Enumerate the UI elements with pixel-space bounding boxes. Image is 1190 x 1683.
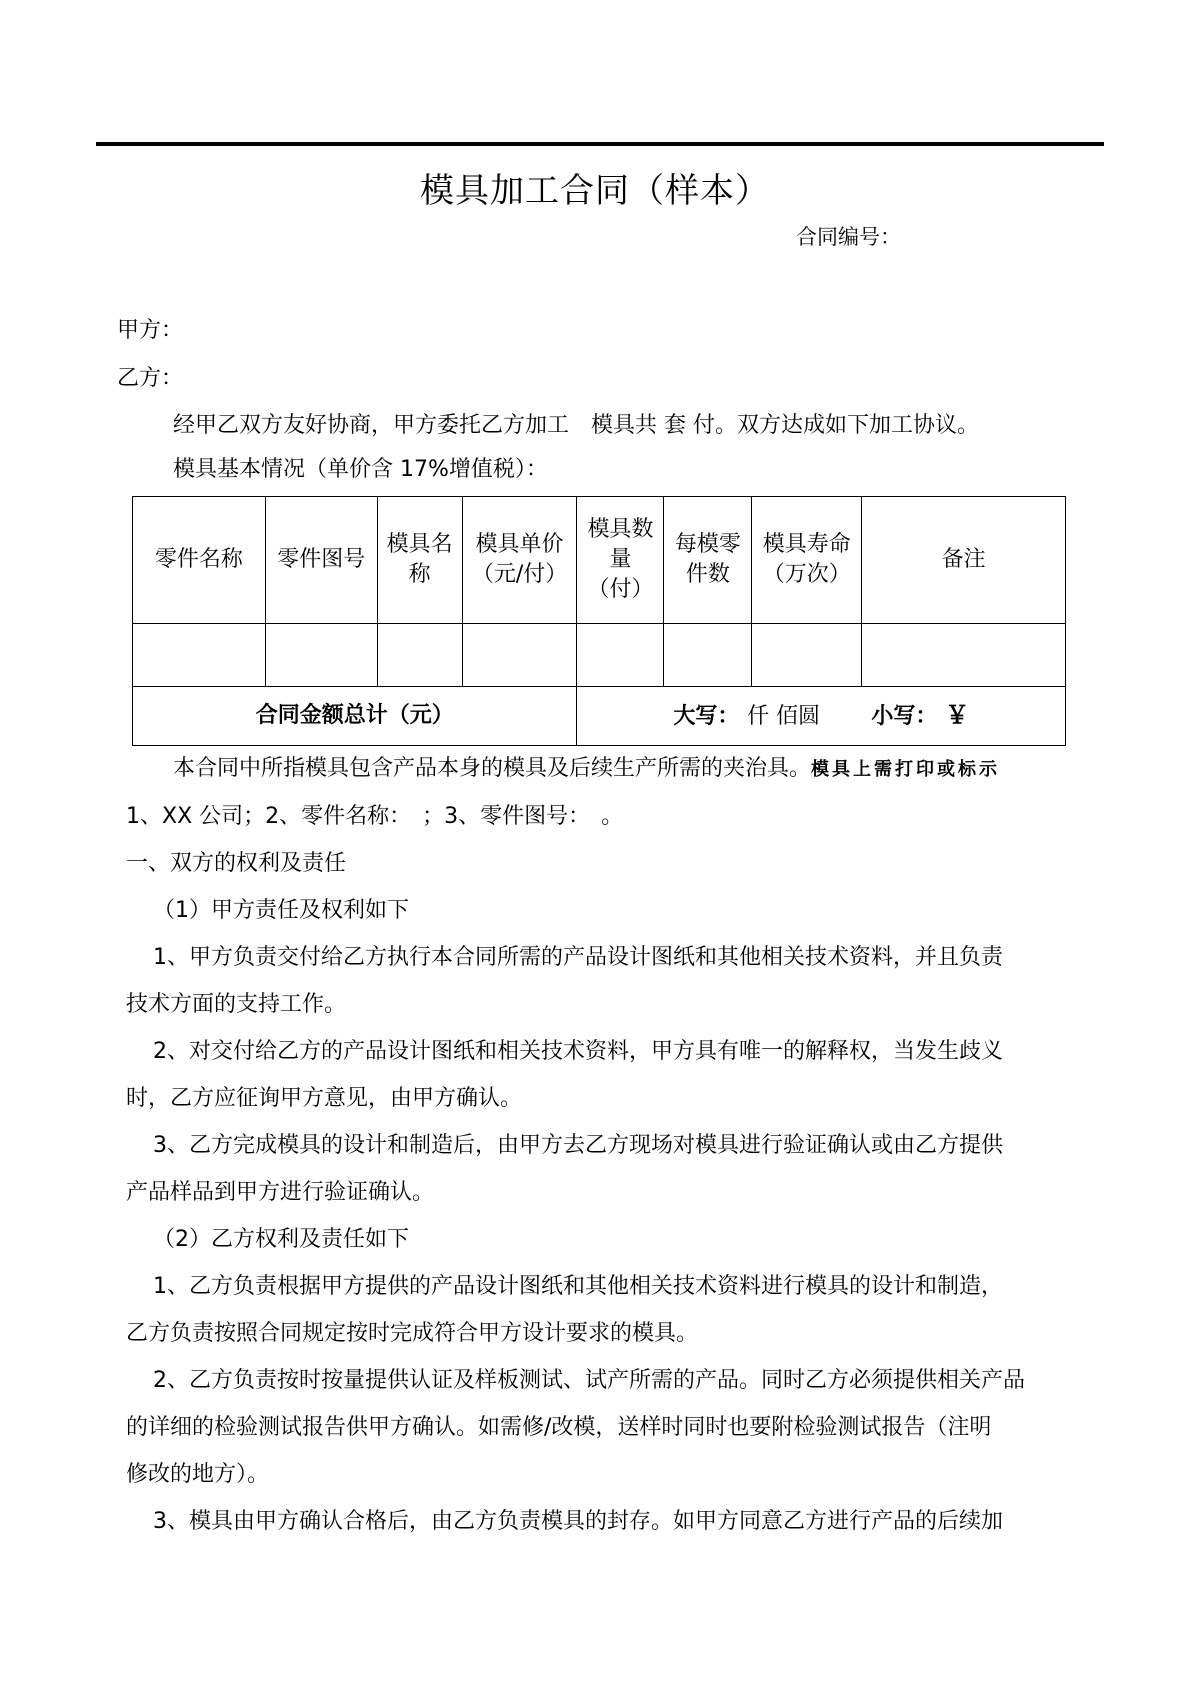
clause-a3-line2: 产品样品到甲方进行验证确认。 [126, 1180, 435, 1205]
cell-part-name[interactable] [133, 624, 266, 687]
clause-b2-line3: 修改的地方）。 [126, 1462, 270, 1487]
party-a-label: 甲方： [117, 318, 184, 343]
party-b-label: 乙方： [117, 366, 184, 391]
cell-mold-name[interactable] [377, 624, 462, 687]
clause-b1-line2: 乙方负责按照合同规定按时完成符合甲方设计要求的模具。 [126, 1321, 699, 1346]
note-line [173, 751, 1000, 782]
daxie-label: 大写： [673, 704, 740, 729]
header-mold-name: 模具名称 [377, 497, 462, 624]
mold-info-table [132, 496, 1066, 746]
subsection-1-title: （1）甲方责任及权利如下 [153, 898, 409, 923]
header-parts-per-mold: 每模零件数 [664, 497, 752, 624]
mark-items: 1、XX 公司；2、零件名称： ；3、零件图号： 。 [126, 804, 624, 829]
clause-a1-line2: 技术方面的支持工作。 [126, 992, 347, 1017]
total-row [133, 687, 1066, 746]
table-row [133, 624, 1066, 687]
intro-paragraph: 经甲乙双方友好协商，甲方委托乙方加工 模具共 套 付。双方达成如下加工协议。 [173, 413, 979, 438]
subsection-2-title: （2）乙方权利及责任如下 [153, 1227, 409, 1252]
clause-a3-line1: 3、乙方完成模具的设计和制造后，由甲方去乙方现场对模具进行验证确认或由乙方提供 [153, 1133, 1003, 1158]
header-part-drawing-no: 零件图号 [265, 497, 377, 624]
yen-symbol: ￥ [945, 700, 970, 729]
table-header-row [133, 497, 1066, 624]
clause-a2-line1: 2、对交付给乙方的产品设计图纸和相关技术资料，甲方具有唯一的解释权，当发生歧义 [153, 1039, 1003, 1064]
document-title: 模具加工合同（样本） [420, 171, 770, 211]
cell-remarks[interactable] [862, 624, 1066, 687]
header-rule [96, 142, 1104, 146]
total-amount-label: 合同金额总计（元） [133, 687, 577, 746]
clause-b3-line1: 3、模具由甲方确认合格后，由乙方负责模具的封存。如甲方同意乙方进行产品的后续加 [153, 1509, 1003, 1534]
basic-info-label: 模具基本情况（单价含 17%增值税）： [173, 457, 548, 482]
section-1-title: 一、双方的权利及责任 [126, 851, 347, 876]
xiaoxie-label: 小写： [871, 704, 938, 729]
clause-a1-line1: 1、甲方负责交付给乙方执行本合同所需的产品设计图纸和其他相关技术资料，并且负责 [153, 945, 1003, 970]
cell-mold-quantity[interactable] [577, 624, 664, 687]
daxie-value[interactable]: 仟 佰圆 [747, 704, 821, 729]
cell-mold-unit-price[interactable] [462, 624, 577, 687]
contract-number-label: 合同编号： [796, 225, 901, 249]
header-mold-unit-price: 模具单价（元/付） [462, 497, 577, 624]
note-mark: 模具上需打印或标示 [811, 759, 1001, 780]
header-part-name: 零件名称 [133, 497, 266, 624]
cell-part-drawing-no[interactable] [265, 624, 377, 687]
cell-mold-life[interactable] [752, 624, 862, 687]
clause-b2-line1: 2、乙方负责按时按量提供认证及样板测试、试产所需的产品。同时乙方必须提供相关产品 [153, 1368, 1026, 1393]
clause-a2-line2: 时，乙方应征询甲方意见，由甲方确认。 [126, 1086, 523, 1111]
header-mold-life: 模具寿命（万次） [752, 497, 862, 624]
clause-b1-line1: 1、乙方负责根据甲方提供的产品设计图纸和其他相关技术资料进行模具的设计和制造， [153, 1274, 1003, 1299]
clause-b2-line2: 的详细的检验测试报告供甲方确认。如需修/改模，送样时同时也要附检验测试报告（注明 [126, 1415, 992, 1440]
header-mold-quantity: 模具数量（付） [577, 497, 664, 624]
note-text: 本合同中所指模具包含产品本身的模具及后续生产所需的夹治具。 [173, 756, 812, 781]
header-remarks: 备注 [862, 497, 1066, 624]
total-amount-values [577, 687, 1066, 746]
cell-parts-per-mold[interactable] [664, 624, 752, 687]
